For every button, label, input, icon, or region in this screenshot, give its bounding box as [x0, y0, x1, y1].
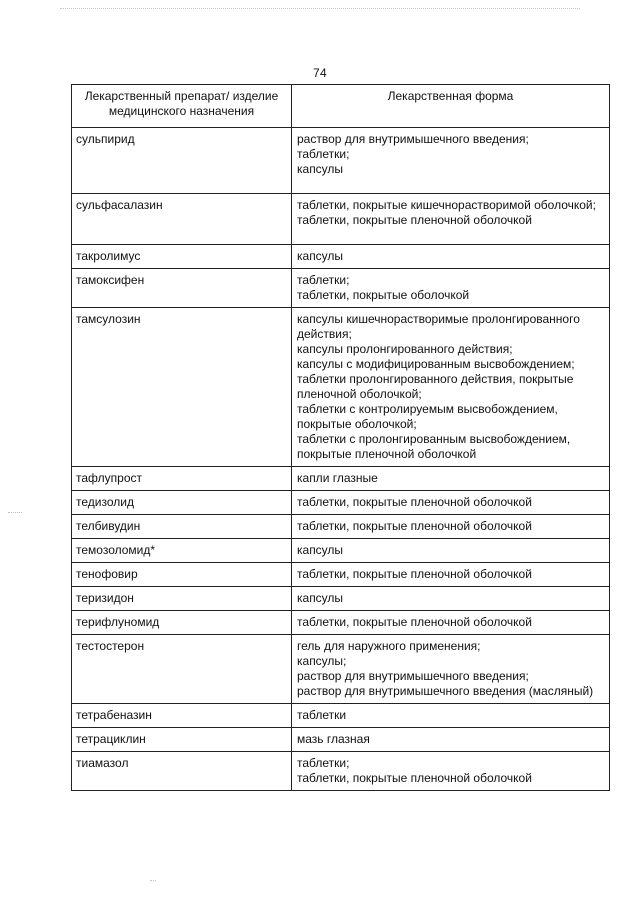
- table-row: [72, 539, 610, 563]
- row-spacer: [297, 228, 604, 240]
- drug-form-cell: [292, 515, 610, 539]
- drug-form-cell: [292, 194, 610, 245]
- drug-form-cell: [292, 539, 610, 563]
- drug-form-line: капсулы;: [297, 654, 347, 668]
- drug-name: сульпирид: [72, 128, 292, 194]
- drug-name: тестостерон: [72, 635, 292, 704]
- table-row: [72, 635, 610, 704]
- drug-form-line: мазь глазная: [297, 732, 370, 746]
- table-body: [72, 128, 610, 791]
- scan-artifact-side: [8, 512, 22, 513]
- drug-name: терифлуномид: [72, 611, 292, 635]
- drug-form-line: капсулы: [297, 249, 344, 263]
- drug-form-cell: [292, 728, 610, 752]
- drug-form-cell: [292, 308, 610, 467]
- drug-name: сульфасалазин: [72, 194, 292, 245]
- table-row: [72, 704, 610, 728]
- drug-form-line: таблетки: [297, 708, 347, 722]
- drug-form-line: раствор для внутримышечного введения (масляный): [297, 684, 594, 698]
- drug-form-line: раствор для внутримышечного введения;: [297, 132, 529, 146]
- drug-form-cell: [292, 245, 610, 269]
- drug-name: тиамазол: [72, 752, 292, 791]
- drug-name: тамсулозин: [72, 308, 292, 467]
- drug-form-cell: [292, 611, 610, 635]
- drug-form-line: таблетки;: [297, 756, 350, 770]
- drug-form-line: капли глазные: [297, 471, 378, 485]
- drug-form-line: таблетки, покрытые оболочкой: [297, 288, 470, 302]
- table-row: [72, 515, 610, 539]
- drug-name: тафлупрост: [72, 467, 292, 491]
- header-drug: Лекарственный препарат/ изделие медицинского назначения: [72, 85, 292, 128]
- drug-form-cell: [292, 269, 610, 308]
- drug-form-cell: [292, 491, 610, 515]
- drug-form-line: капсулы: [297, 162, 344, 176]
- table-row: [72, 467, 610, 491]
- drug-form-line: таблетки;: [297, 273, 350, 287]
- drug-name: такролимус: [72, 245, 292, 269]
- drug-form-line: гель для наружного применения;: [297, 639, 481, 653]
- scan-artifact-bottom: [150, 880, 156, 881]
- drug-form-line: таблетки пролонгированного действия, покрытые пленочной оболочкой;: [297, 372, 574, 401]
- scan-artifact-top: [60, 8, 580, 13]
- drug-form-line: капсулы кишечнорастворимые пролонгированного действия;: [297, 312, 580, 341]
- table-row: [72, 491, 610, 515]
- drug-name: телбивудин: [72, 515, 292, 539]
- drug-name: тенофовир: [72, 563, 292, 587]
- table-row: [72, 245, 610, 269]
- drug-form-cell: [292, 752, 610, 791]
- drug-form-line: таблетки;: [297, 147, 350, 161]
- drug-name: тамоксифен: [72, 269, 292, 308]
- table-row: [72, 128, 610, 194]
- drug-form-cell: [292, 704, 610, 728]
- drug-form-line: таблетки, покрытые пленочной оболочкой: [297, 519, 532, 533]
- table-row: [72, 308, 610, 467]
- drug-form-cell: [292, 587, 610, 611]
- table-row: [72, 611, 610, 635]
- drug-form-line: таблетки с контролируемым высвобождением, покрытые оболочкой;: [297, 402, 558, 431]
- table-header: [72, 85, 610, 128]
- drug-form-line: таблетки, покрытые пленочной оболочкой: [297, 495, 532, 509]
- page-number: 74: [313, 66, 327, 80]
- row-spacer: [297, 177, 604, 189]
- drug-form-cell: [292, 128, 610, 194]
- drug-form-cell: [292, 635, 610, 704]
- drug-form-cell: [292, 563, 610, 587]
- header-form: Лекарственная форма: [292, 85, 610, 128]
- drug-form-line: раствор для внутримышечного введения;: [297, 669, 529, 683]
- drug-form-line: таблетки, покрытые пленочной оболочкой: [297, 567, 532, 581]
- drug-name: тедизолид: [72, 491, 292, 515]
- drug-form-line: таблетки, покрытые пленочной оболочкой: [297, 615, 532, 629]
- table-row: [72, 194, 610, 245]
- drug-name: темозоломид*: [72, 539, 292, 563]
- drug-name: тетрабеназин: [72, 704, 292, 728]
- header-row: [72, 85, 610, 128]
- drug-form-line: таблетки, покрытые пленочной оболочкой: [297, 771, 532, 785]
- table-row: [72, 728, 610, 752]
- table-row: [72, 752, 610, 791]
- drug-form-line: таблетки, покрытые кишечнорастворимой оболочкой;: [297, 198, 596, 212]
- drug-form-cell: [292, 467, 610, 491]
- drug-form-line: капсулы пролонгированного действия;: [297, 342, 513, 356]
- table-row: [72, 587, 610, 611]
- drug-forms-table: [71, 84, 610, 791]
- drug-form-line: таблетки, покрытые пленочной оболочкой: [297, 213, 532, 227]
- table-row: [72, 269, 610, 308]
- drug-form-line: капсулы с модифицированным высвобождением;: [297, 357, 575, 371]
- drug-form-line: капсулы: [297, 591, 344, 605]
- drug-form-line: капсулы: [297, 543, 344, 557]
- drug-name: тетрациклин: [72, 728, 292, 752]
- drug-name: теризидон: [72, 587, 292, 611]
- drug-form-line: таблетки с пролонгированным высвобождением, покрытые пленочной оболочкой: [297, 432, 571, 461]
- table-row: [72, 563, 610, 587]
